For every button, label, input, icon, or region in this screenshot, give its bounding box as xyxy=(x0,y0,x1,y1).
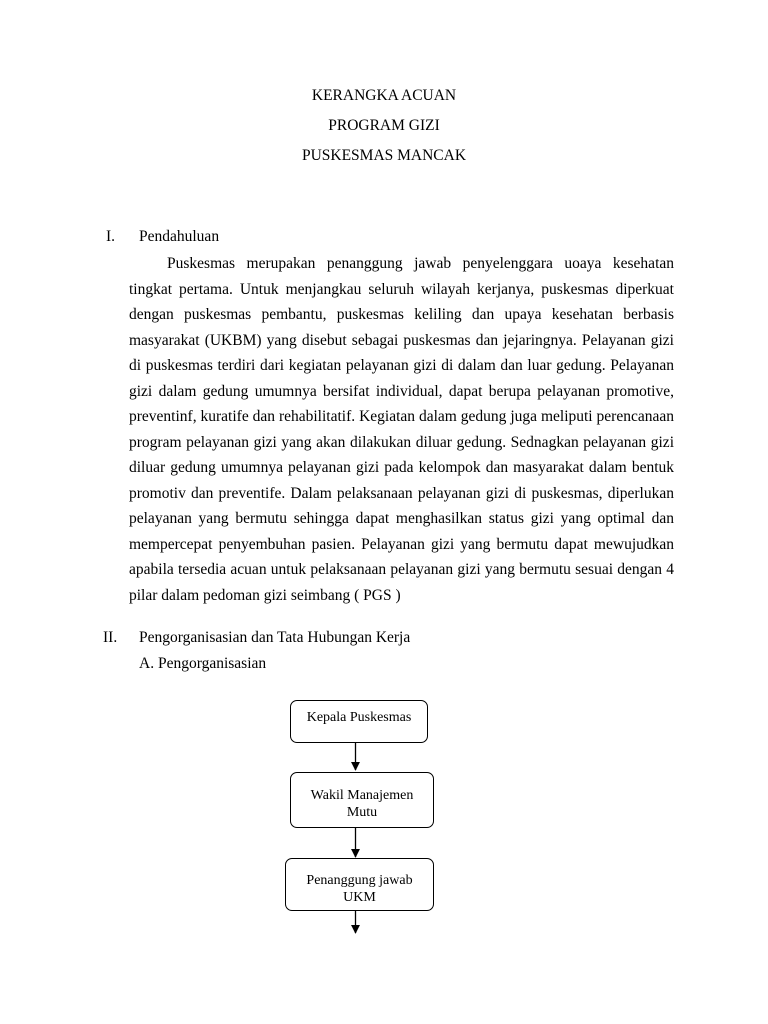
doc-title-line-3: PUSKESMAS MANCAK xyxy=(301,147,467,164)
org-box-penanggung-jawab-ukm xyxy=(285,858,434,911)
org-box-wakil-label-1: Wakil Manajemen xyxy=(310,787,414,803)
section-1-body: Puskesmas merupakan penanggung jawab penyelenggara uoaya kesehatan tingkat pertama. Untuk menjangkau seluruh wilayah kerjanya, puskesmas diperkuat dengan puskesmas pembantu, puskesmas keliling dan upaya kesehatan berbasis masyarakat (UKBM) yang disebut sebagai puskesmas dan jejaringnya. Pelayanan gizi di puskesmas terdiri dari kegiatan pelayanan gizi di dalam dan luar gedung. Pelayanan gizi dalam gedung umumnya bersifat individual, dapat berupa pelayanan promotive, preventinf, kuratife dan rehabilitatif. Kegiatan dalam gedung juga meliputi perencanaan program pelayanan gizi yang akan dilakukan diluar gedung. Sednagkan pelayanan gizi diluar gedung umumnya pelayanan gizi pada kelompok dan masyarakat dalam bentuk promotiv dan preventife. Dalam pelaksanaan pelayanan gizi di puskesmas, diperlukan pelayanan yang bermutu sehingga dapat menghasilkan status gizi yang optimal dan mempercepat penyembuhan pasien. Pelayanan gizi yang bermutu dapat mewujudkan apabila tersedia acuan untuk pelaksanaan pelayanan gizi yang bermutu sesuai dengan 4 pilar dalam pedoman gizi seimbang ( PGS ) xyxy=(129,255,674,604)
org-box-kepala-puskesmas xyxy=(290,700,428,743)
org-box-kepala-label: Kepala Puskesmas xyxy=(306,710,412,725)
subsection-a-title: A. Pengorganisasian xyxy=(139,655,267,672)
section-1-title: Pendahuluan xyxy=(139,228,220,245)
section-2-number: II. xyxy=(103,629,118,646)
section-1-number: I. xyxy=(106,228,116,245)
org-box-pj-label-2: UKM xyxy=(343,889,376,905)
org-box-wakil-label-2: Mutu xyxy=(346,804,378,820)
section-2-title: Pengorganisasian dan Tata Hubungan Kerja xyxy=(139,629,411,646)
org-box-pj-label-1: Penanggung jawab xyxy=(306,872,413,888)
doc-title-line-1: KERANGKA ACUAN xyxy=(311,87,457,104)
doc-title-line-2: PROGRAM GIZI xyxy=(328,117,440,134)
org-box-wakil-manajemen-mutu xyxy=(290,772,434,828)
